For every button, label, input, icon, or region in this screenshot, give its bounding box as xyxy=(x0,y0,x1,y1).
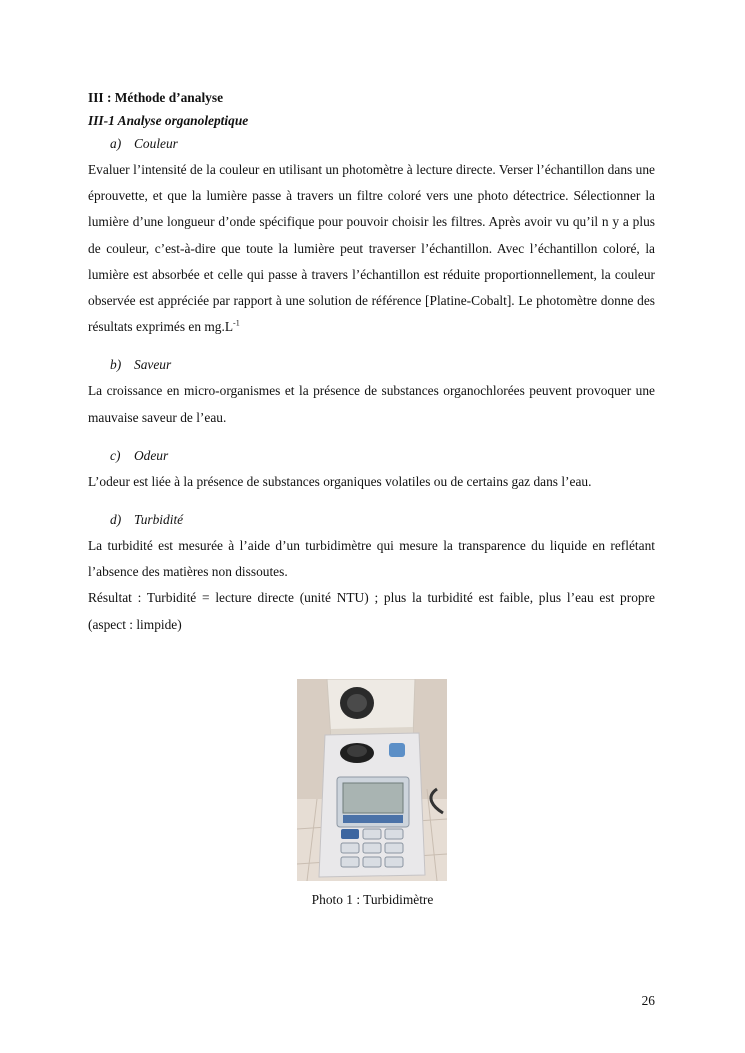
paragraph-turbidite-result: Résultat : Turbidité = lecture directe (unité NTU) ; plus la turbidité est faible, plus l’eau est propre (aspect : limpide) xyxy=(88,590,655,632)
item-title: Couleur xyxy=(134,136,178,151)
item-letter: a) xyxy=(110,136,122,151)
item-title: Turbidité xyxy=(134,512,184,528)
photo-caption: Photo 1 : Turbidimètre xyxy=(311,892,434,907)
item-letter: d) xyxy=(110,512,122,528)
document-body xyxy=(88,88,655,638)
subsection-title: III-1 Analyse organoleptique xyxy=(88,113,249,128)
section-title: III : Méthode d’analyse xyxy=(88,90,224,105)
item-letter: b) xyxy=(110,357,122,373)
turbidimeter-photo xyxy=(297,679,447,881)
paragraph-text: Evaluer l’intensité de la couleur en utilisant un photomètre à lecture directe. Verser l’échantillon dans une éprouvette, et que la lumière passe à travers un filtre coloré vers une photo détectrice. Sélectionner la lumière d’une longueur d’onde spécifique pour pouvoir choisir les filtres. Après avoir vu qu’il n y a plus de couleur, c’est-à-dire que toute la lumière peut traverser l’échantillon. Avec l’échantillon coloré, la lumière est absorbée et celle qui passe à travers l’échantillon est réduite proportionnellement, la couleur observée est appréciée par rapport à une solution de référence [Platine-Cobalt]. Le photomètre donne des résultats exprimés en mg.L xyxy=(88,162,655,335)
paragraph-odeur: L’odeur est liée à la présence de substances organiques volatiles ou de certains gaz dans l’eau. xyxy=(88,473,592,489)
item-heading-odeur xyxy=(88,443,655,469)
unit-exponent: -1 xyxy=(233,318,240,328)
item-title: Odeur xyxy=(134,447,169,463)
item-heading-turbidite xyxy=(88,507,655,533)
paragraph-saveur: La croissance en micro-organismes et la présence de substances organochlorées peuvent provoquer une mauvaise saveur de l’eau. xyxy=(88,383,655,425)
item-heading-saveur xyxy=(88,352,655,378)
item-title: Saveur xyxy=(134,357,172,373)
paragraph-turbidite: La turbidité est mesurée à l’aide d’un turbidimètre qui mesure la transparence du liquide en reflétant l’absence des matières non dissoutes. xyxy=(88,538,655,580)
page-number: 26 xyxy=(641,993,655,1008)
paragraph-couleur xyxy=(88,157,655,340)
item-heading-couleur xyxy=(88,131,655,157)
item-letter: c) xyxy=(110,447,121,463)
